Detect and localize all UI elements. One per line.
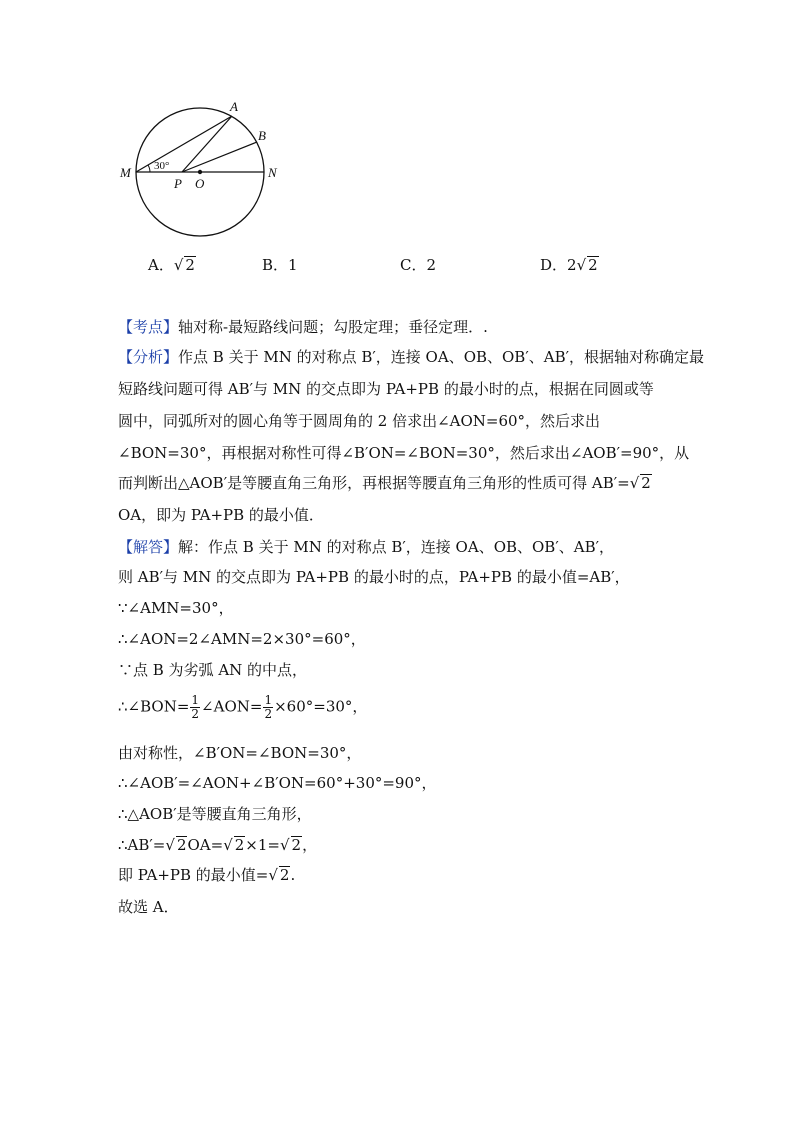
option-d-radicand: 2 xyxy=(588,256,598,274)
fenxi-text-1: 作点 B 关于 MN 的对称点 B′，连接 OA、OB、OB′、AB′，根据轴对称确定最 xyxy=(178,348,704,366)
jieda-10d: ， xyxy=(302,836,318,854)
jieda-line-1 xyxy=(118,536,614,558)
option-d: D．2√ 2 xyxy=(540,256,598,274)
rad-11: 2 xyxy=(279,866,290,884)
option-c-value: 2 xyxy=(426,256,437,274)
jieda-11a: 即 PA+PB 的最小值= xyxy=(118,866,269,884)
jieda-line-11: 即 PA+PB 的最小值=√ 2. xyxy=(118,866,296,884)
angle-arc xyxy=(148,165,150,172)
option-a-letter: A． xyxy=(148,256,174,274)
rad-10-3: 2 xyxy=(291,836,302,854)
label-p: P xyxy=(174,176,182,191)
kaodian-text: 轴对称-最短路线问题；勾股定理；垂径定理．. xyxy=(178,318,488,336)
frac-den-1: 2 xyxy=(191,707,200,721)
fenxi-line-6: OA，即为 PA+PB 的最小值． xyxy=(118,506,324,524)
circle-figure xyxy=(112,96,292,246)
segment-pb xyxy=(182,142,257,172)
rad-10-1: 2 xyxy=(176,836,187,854)
jieda-line-7: 由对称性，∠B′ON=∠BON=30°， xyxy=(118,744,362,762)
frac-num-2: 1 xyxy=(264,693,273,707)
jieda-line-12: 故选 A． xyxy=(118,898,179,916)
label-n: N xyxy=(268,165,277,180)
jieda-6b: ∠AON= xyxy=(201,697,263,716)
jieda-line-10: ∴AB′=√ 2OA=√ 2×1=√ 2， xyxy=(118,836,318,854)
jieda-line-8: ∴∠AOB′=∠AON+∠B′ON=60°+30°=90°， xyxy=(118,774,437,792)
fenxi-tag: 【分析】 xyxy=(118,348,179,366)
jieda-tag: 【解答】 xyxy=(118,538,179,556)
center-dot xyxy=(198,170,202,174)
option-d-letter: D． xyxy=(540,256,568,274)
option-b xyxy=(262,254,298,275)
fenxi-text-5: 而判断出△AOB′是等腰直角三角形，再根据等腰直角三角形的性质可得 AB′= xyxy=(118,474,630,492)
jieda-10c: ×1= xyxy=(245,836,280,854)
fenxi-radicand: 2 xyxy=(641,474,651,492)
label-o: O xyxy=(195,176,205,191)
jieda-line-9: ∴△AOB′是等腰直角三角形， xyxy=(118,805,312,823)
jieda-11b: . xyxy=(290,866,296,884)
label-a: A xyxy=(230,99,238,114)
jieda-line-2: 则 AB′与 MN 的交点即为 PA+PB 的最小时的点，PA+PB 的最小值=AB′， xyxy=(118,568,630,586)
kaodian-section xyxy=(118,316,488,338)
chord-ma xyxy=(136,116,232,172)
frac-den-2: 2 xyxy=(264,707,273,721)
jieda-line-3: ∵∠AMN=30°， xyxy=(118,599,234,617)
jieda-text-1: 解：作点 B 关于 MN 的对称点 B′，连接 OA、OB、OB′、AB′， xyxy=(178,538,614,556)
fenxi-line-3: 圆中，同弧所对的圆心角等于圆周角的 2 倍求出∠AON=60°，然后求出 xyxy=(118,412,601,430)
option-b-value: 1 xyxy=(288,256,298,274)
fenxi-line-4: ∠BON=30°，再根据对称性可得∠B′ON=∠BON=30°，然后求出∠AOB′=90°，从 xyxy=(118,444,690,462)
kaodian-tag: 【考点】 xyxy=(118,318,179,336)
segment-pa xyxy=(182,116,232,172)
option-a-radicand: 2 xyxy=(185,256,195,274)
jieda-10a: ∴AB′= xyxy=(118,836,166,854)
fraction-half-1 xyxy=(190,694,200,721)
fraction-half-2 xyxy=(263,694,273,721)
option-d-coef: 2 xyxy=(567,256,577,274)
fenxi-line-2: 短路线问题可得 AB′与 MN 的交点即为 PA+PB 的最小时的点，根据在同圆或等 xyxy=(118,380,654,398)
answer-options xyxy=(148,254,708,278)
option-c-letter: C． xyxy=(400,256,427,274)
jieda-line-4: ∴∠AON=2∠AMN=2×30°=60°， xyxy=(118,630,366,648)
jieda-6c: ×60°=30°， xyxy=(274,697,368,716)
option-c xyxy=(400,254,436,275)
jieda-6a: ∴∠BON= xyxy=(118,697,190,716)
option-b-letter: B． xyxy=(262,256,289,274)
jieda-10b: OA= xyxy=(187,836,224,854)
label-m: M xyxy=(120,165,131,180)
fenxi-line-5: 而判断出△AOB′是等腰直角三角形，再根据等腰直角三角形的性质可得 AB′=√ 2 xyxy=(118,474,651,492)
label-angle: 30° xyxy=(154,160,170,172)
frac-num-1: 1 xyxy=(191,693,200,707)
label-b: B xyxy=(258,128,266,143)
option-a: A．√ 2 xyxy=(148,256,195,274)
rad-10-2: 2 xyxy=(234,836,245,854)
jieda-line-6 xyxy=(118,694,367,721)
fenxi-line-1 xyxy=(118,346,704,368)
jieda-line-5: ∵点 B 为劣弧 AN 的中点， xyxy=(118,661,308,679)
